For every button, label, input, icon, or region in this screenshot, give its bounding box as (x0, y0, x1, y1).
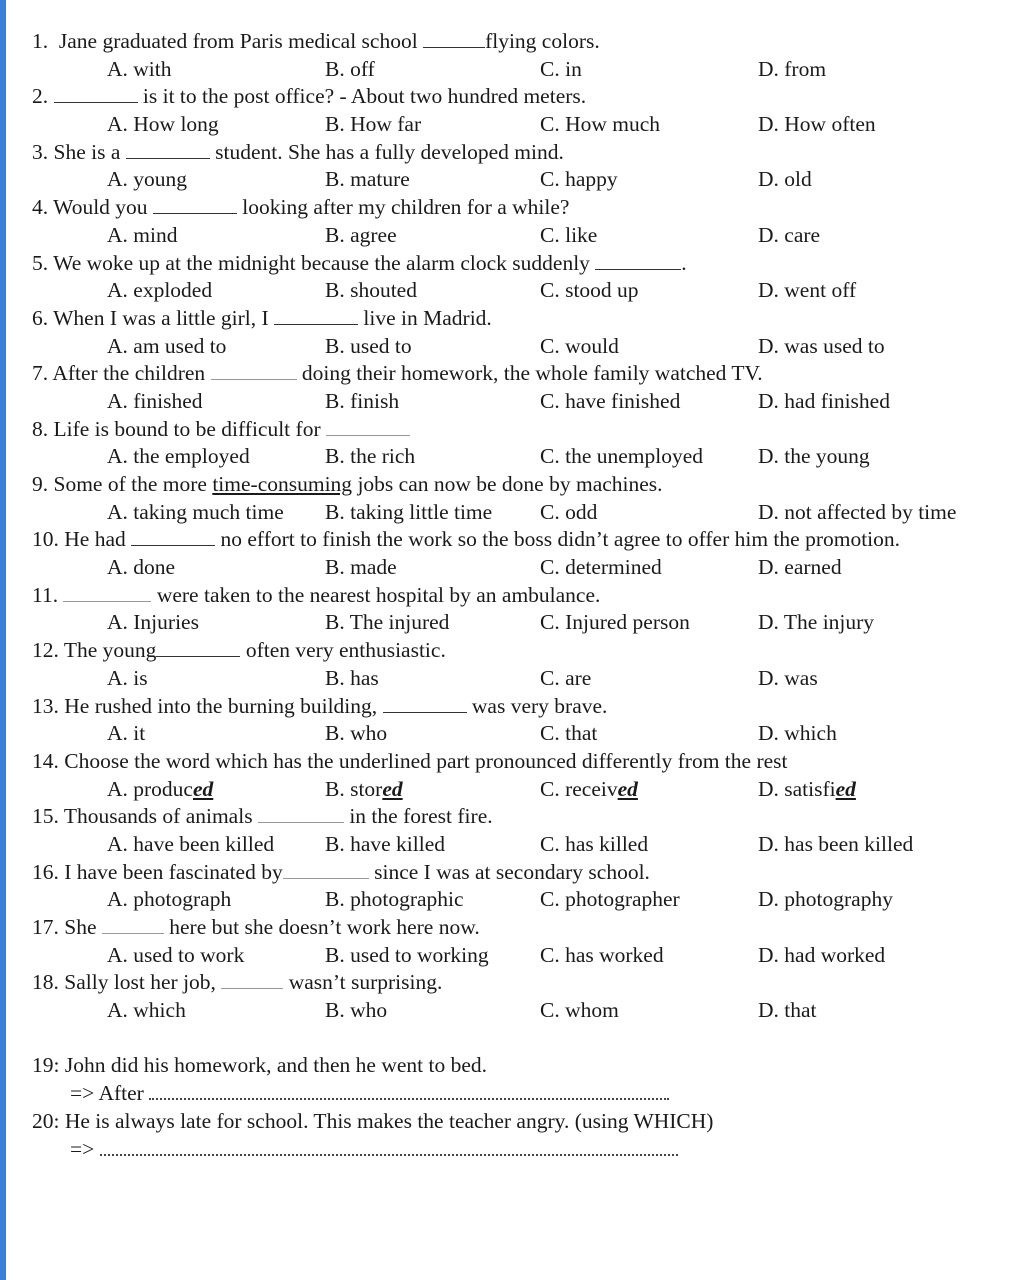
question-18: 18. Sally lost her job, wasn’t surprising. (32, 970, 443, 995)
option-d[interactable]: D. from (758, 56, 827, 81)
options-17 (32, 942, 1017, 970)
option-d[interactable]: D. The injury (758, 610, 875, 635)
options-4 (32, 222, 1017, 250)
option-a[interactable]: A. the employed (107, 444, 250, 469)
option-c[interactable]: C. received (540, 776, 638, 801)
option-a[interactable]: A. finished (107, 388, 203, 413)
answer-blank[interactable] (156, 639, 240, 657)
option-d[interactable]: D. old (758, 167, 812, 192)
page-left-border (0, 0, 6, 1280)
answer-blank[interactable] (423, 30, 485, 48)
rewrite-answer-20: => (32, 1136, 1017, 1164)
option-c[interactable]: C. like (540, 222, 598, 247)
question-4: 4. Would you looking after my children for a while? (32, 195, 570, 220)
option-c[interactable]: C. happy (540, 167, 618, 192)
rewrite-question-19: 19: John did his homework, and then he went to bed. (32, 1053, 488, 1078)
answer-line[interactable] (149, 1082, 669, 1100)
option-a[interactable]: A. Injuries (107, 610, 199, 635)
question-3: 3. She is a student. She has a fully developed mind. (32, 139, 564, 164)
question-5: 5. We woke up at the midnight because the alarm clock suddenly . (32, 250, 687, 275)
option-a[interactable]: A. have been killed (107, 831, 275, 856)
option-b[interactable]: B. taking little time (325, 499, 493, 524)
answer-blank[interactable] (131, 528, 215, 546)
options-8 (32, 443, 1017, 471)
option-a[interactable]: A. mind (107, 222, 178, 247)
rewrite-question-20: 20: He is always late for school. This makes the teacher angry. (using WHICH) (32, 1108, 714, 1133)
rewrite-answer-19: => After (32, 1080, 1017, 1108)
option-b[interactable]: B. off (325, 56, 375, 81)
answer-blank[interactable] (258, 805, 344, 823)
answer-blank[interactable] (211, 362, 297, 380)
options-14 (32, 776, 1017, 804)
options-10 (32, 554, 1017, 582)
option-a[interactable]: A. done (107, 555, 176, 580)
option-c[interactable]: C. would (540, 333, 619, 358)
option-b[interactable]: B. The injured (325, 610, 450, 635)
option-b[interactable]: B. mature (325, 167, 410, 192)
answer-blank[interactable] (54, 85, 138, 103)
option-b[interactable]: B. have killed (325, 831, 446, 856)
option-a[interactable]: A. used to work (107, 942, 245, 967)
option-a[interactable]: A. which (107, 998, 186, 1023)
question-6: 6. When I was a little girl, I live in Madrid. (32, 305, 492, 330)
answer-blank[interactable] (126, 141, 210, 159)
question-16: 16. I have been fascinated by since I was at secondary school. (32, 859, 650, 884)
option-c[interactable]: C. has killed (540, 831, 649, 856)
option-c[interactable]: C. photographer (540, 887, 680, 912)
question-11: 11. were taken to the nearest hospital by an ambulance. (32, 582, 601, 607)
answer-blank[interactable] (153, 196, 237, 214)
option-b[interactable]: B. has (325, 665, 379, 690)
option-d[interactable]: D. had worked (758, 942, 886, 967)
option-d[interactable]: D. which (758, 721, 837, 746)
option-b[interactable]: B. who (325, 998, 388, 1023)
answer-blank[interactable] (63, 584, 151, 602)
answer-blank[interactable] (102, 916, 164, 934)
options-15 (32, 831, 1017, 859)
option-a[interactable]: A. it (107, 721, 146, 746)
option-d[interactable]: D. photography (758, 887, 893, 912)
option-a[interactable]: A. is (107, 665, 148, 690)
options-16 (32, 886, 1017, 914)
answer-blank[interactable] (326, 418, 410, 436)
question-10: 10. He had no effort to finish the work so the boss didn’t agree to offer him the promotion. (32, 527, 901, 552)
option-d[interactable]: D. has been killed (758, 831, 914, 856)
question-9: 9. Some of the more time-consuming jobs can now be done by machines. (32, 472, 663, 496)
option-b[interactable]: B. shouted (325, 278, 417, 303)
question-1: 1. Jane graduated from Paris medical school flying colors. (32, 29, 600, 53)
answer-blank[interactable] (221, 971, 283, 989)
option-c[interactable]: C. How much (540, 112, 661, 137)
option-d[interactable]: D. was (758, 665, 818, 690)
option-c[interactable]: C. stood up (540, 278, 639, 303)
answer-blank[interactable] (383, 695, 467, 713)
options-2 (32, 111, 1017, 139)
option-b[interactable]: B. made (325, 555, 397, 580)
option-c[interactable]: C. determined (540, 555, 662, 580)
option-d[interactable]: D. that (758, 998, 817, 1023)
options-7 (32, 388, 1017, 416)
option-c[interactable]: C. has worked (540, 942, 664, 967)
question-7: 7. After the children doing their homework, the whole family watched TV. (32, 361, 763, 386)
question-13: 13. He rushed into the burning building, was very brave. (32, 693, 608, 718)
answer-blank[interactable] (595, 252, 681, 270)
question-17: 17. She here but she doesn’t work here now. (32, 915, 480, 939)
question-14: 14. Choose the word which has the underlined part pronounced differently from the rest (32, 748, 788, 773)
option-b[interactable]: B. the rich (325, 444, 416, 469)
option-d[interactable]: D. the young (758, 444, 870, 469)
option-d[interactable]: D. How often (758, 112, 876, 137)
option-c[interactable]: C. have finished (540, 388, 681, 413)
options-5 (32, 277, 1017, 305)
underlined-phrase: time-consuming (212, 472, 353, 496)
spacer (32, 1025, 1017, 1053)
option-c[interactable]: C. in (540, 56, 582, 81)
options-11 (32, 609, 1017, 637)
option-b[interactable]: B. who (325, 721, 388, 746)
option-d[interactable]: D. had finished (758, 388, 890, 413)
question-15: 15. Thousands of animals in the forest fire. (32, 804, 493, 829)
question-12: 12. The young often very enthusiastic. (32, 638, 446, 663)
options-18 (32, 997, 1017, 1025)
option-c[interactable]: C. are (540, 665, 592, 690)
options-13 (32, 720, 1017, 748)
options-12 (32, 665, 1017, 693)
option-a[interactable]: A. exploded (107, 278, 213, 303)
option-c[interactable]: C. odd (540, 499, 598, 524)
worksheet (32, 28, 1017, 1163)
options-3 (32, 166, 1017, 194)
option-a[interactable]: A. How long (107, 112, 219, 137)
option-b[interactable]: B. used to working (325, 942, 489, 967)
answer-blank[interactable] (283, 861, 369, 879)
answer-blank[interactable] (274, 307, 358, 325)
option-b[interactable]: B. agree (325, 222, 397, 247)
question-8: 8. Life is bound to be difficult for (32, 416, 1017, 444)
question-2: 2. is it to the post office? - About two hundred meters. (32, 84, 587, 109)
option-a[interactable]: A. photograph (107, 887, 232, 912)
option-a[interactable]: A. produced (107, 776, 214, 801)
option-a[interactable]: A. taking much time (107, 499, 284, 524)
option-d[interactable]: D. was used to (758, 333, 885, 358)
option-d[interactable]: D. not affected by time (758, 499, 957, 524)
option-d[interactable]: D. care (758, 222, 821, 247)
option-b[interactable]: B. How far (325, 112, 422, 137)
option-c[interactable]: C. whom (540, 998, 619, 1023)
option-b[interactable]: B. finish (325, 388, 400, 413)
option-a[interactable]: A. young (107, 167, 188, 192)
option-c[interactable]: C. the unemployed (540, 444, 704, 469)
option-c[interactable]: C. Injured person (540, 610, 690, 635)
option-b[interactable]: B. photographic (325, 887, 464, 912)
options-9 (32, 499, 1017, 527)
option-d[interactable]: D. satisfied (758, 776, 856, 801)
answer-line[interactable] (100, 1138, 678, 1156)
option-a[interactable]: A. am used to (107, 333, 227, 358)
option-b[interactable]: B. used to (325, 333, 412, 358)
option-d[interactable]: D. went off (758, 278, 857, 303)
option-c[interactable]: C. that (540, 721, 598, 746)
option-a[interactable]: A. with (107, 56, 172, 81)
options-6 (32, 333, 1017, 361)
option-d[interactable]: D. earned (758, 555, 842, 580)
option-b[interactable]: B. stored (325, 776, 403, 801)
options-1 (32, 56, 1017, 84)
